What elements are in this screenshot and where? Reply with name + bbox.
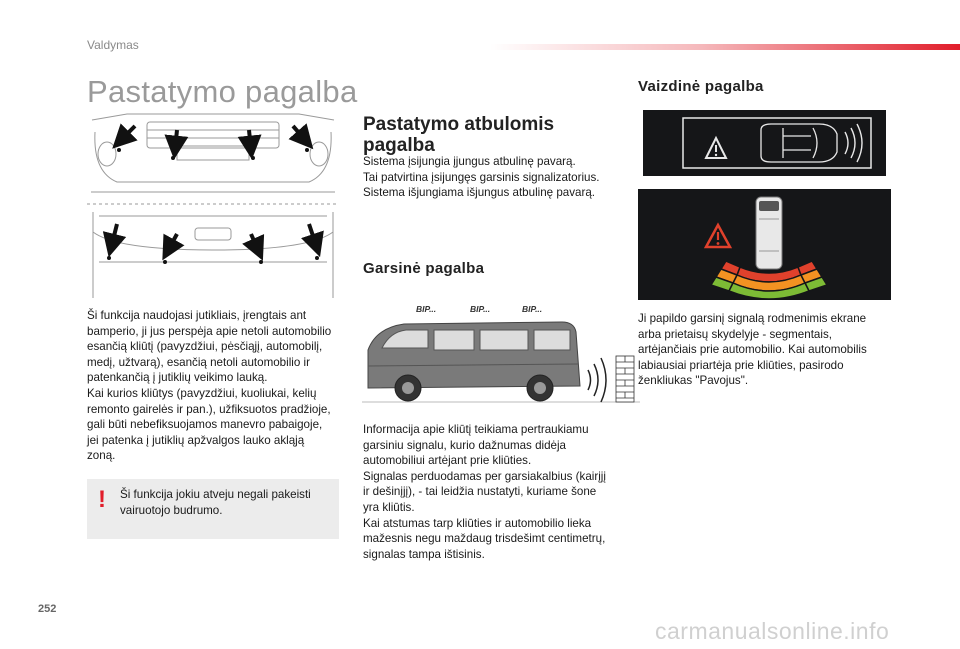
- header-accent-bar: [490, 44, 960, 50]
- sound-wave-icon: [588, 358, 606, 402]
- beep-label: BIP...: [416, 304, 437, 314]
- text-line: Sistema išjungiama išjungus atbulinę pavarą.: [363, 186, 596, 200]
- text-line: patenkančią į jutiklių veikimo lauką.: [87, 371, 268, 385]
- text-line: Signalas perduodamas per garsiakalbius (kairįjį: [363, 469, 606, 483]
- text-line: yra kliūtis.: [363, 500, 415, 514]
- page-number: 252: [38, 603, 57, 615]
- text-line: mažesnis negu maždaug trisdešimt centimetrų,: [363, 532, 606, 546]
- text-line: Informacija apie kliūtį teikiama pertraukiamu: [363, 423, 589, 436]
- text-line: arba prietaisų skydelyje - segmentais,: [638, 327, 832, 341]
- beep-label: BIP...: [522, 304, 543, 314]
- exclamation-icon: !: [98, 486, 106, 513]
- text-line: Sistema įsijungia įjungus atbulinę pavarą.: [363, 155, 576, 168]
- visual-assist-text: [638, 311, 900, 389]
- text-line: bamperio, ji jus perspėja apie netoli automobilio: [87, 324, 332, 338]
- text-line: jei patenka į jutiklių apžvalgos lauko akląją: [87, 433, 305, 447]
- text-line: zoną.: [87, 449, 116, 463]
- text-line: automobiliui artėjant prie kliūties.: [363, 454, 532, 468]
- bumper-sensor-illustration: [87, 112, 339, 302]
- visual-assist-heading: Vaizdinė pagalba: [638, 78, 764, 95]
- section-label: Valdymas: [87, 38, 139, 52]
- sound-assist-text: [363, 422, 633, 562]
- dashboard-display: [643, 110, 886, 176]
- heading-line: pagalba: [363, 135, 435, 156]
- beep-label: BIP...: [470, 304, 491, 314]
- van-top-icon: [756, 197, 782, 269]
- text-line: Kai atstumas tarp kliūties ir automobilio lieka: [363, 516, 592, 530]
- text-line: garsiniu signalu, kurio dažnumas didėja: [363, 438, 567, 452]
- text-line: gali būti nebefiksuojamos manevro pabaigoje,: [87, 418, 323, 432]
- text-line: remonto gairelės ir pan.), užfiksuotos pradžioje,: [87, 402, 331, 416]
- arrow-icon: [111, 126, 317, 252]
- warning-text: [120, 487, 332, 518]
- watermark: carmanualsonline.info: [655, 618, 890, 644]
- text-line: Ši funkcija jokiu atveju negali pakeisti: [120, 488, 311, 501]
- sound-assist-heading: Garsinė pagalba: [363, 260, 485, 277]
- page-title: Pastatymo pagalba: [87, 74, 358, 109]
- text-line: signalas tampa ištisinis.: [363, 547, 485, 561]
- text-line: vairuotojo budrumo.: [120, 503, 223, 517]
- text-line: Ši funkcija naudojasi jutikliais, įrengtais ant: [87, 309, 307, 322]
- intro-text: [87, 308, 349, 464]
- text-line: Ji papildo garsinį signalą rodmenimis ekrane: [638, 312, 867, 325]
- van-icon: [362, 322, 640, 402]
- reverse-assist-text: [363, 154, 625, 201]
- text-line: labiausiai priartėja prie kliūties, pasirodo: [638, 358, 844, 372]
- text-line: Kai kurios kliūtys (pavyzdžiui, kuoliukai, kelių: [87, 386, 317, 400]
- text-line: medį, užtvarą), esančią netoli automobilio ir: [87, 355, 310, 369]
- screen-display: [638, 189, 891, 300]
- text-line: ženkliukas "Pavojus".: [638, 374, 749, 388]
- text-line: ir dešinįjį), - tai leidžia nustatyti, kuriame šone: [363, 485, 597, 499]
- wall-icon: [616, 356, 634, 402]
- sensor-dots: [107, 148, 319, 264]
- text-line: esančią kliūtį (pavyzdžiui, pėsčiąjį, automobilį,: [87, 340, 323, 354]
- van-sound-illustration: [362, 296, 640, 408]
- text-line: Tai patvirtina įsijungęs garsinis signalizatorius.: [363, 170, 600, 184]
- text-line: artėjančiais prie automobilio. Kai automobilis: [638, 343, 867, 357]
- heading-line: Pastatymo atbulomis: [363, 114, 555, 135]
- warning-box: [87, 479, 339, 539]
- reverse-assist-heading: [363, 114, 554, 156]
